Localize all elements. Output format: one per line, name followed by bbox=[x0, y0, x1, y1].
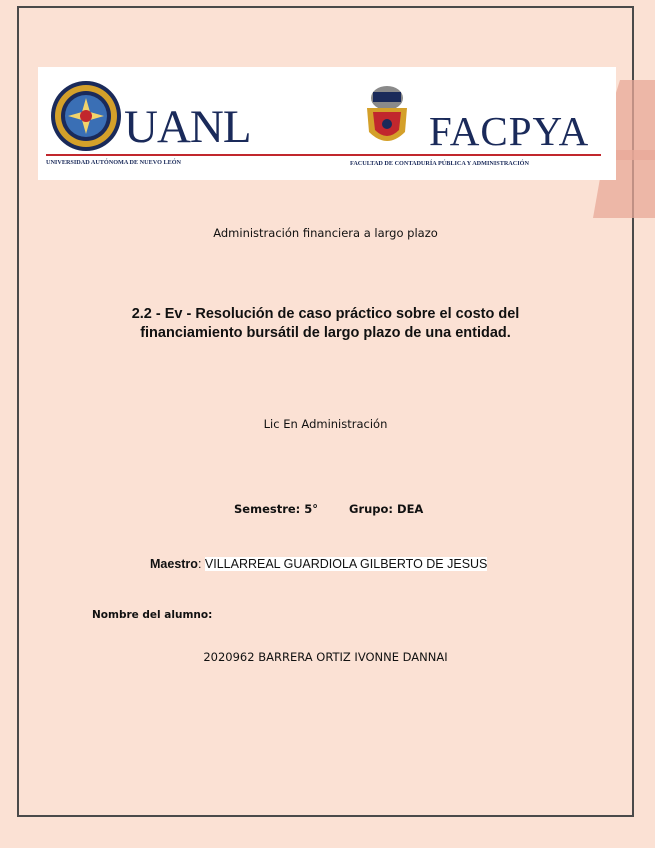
document-title bbox=[17, 305, 634, 343]
facpya-seal-logo bbox=[361, 84, 413, 150]
career-name: Lic En Administración bbox=[263, 417, 388, 431]
title-line-1: 2.2 - Ev - Resolución de caso práctico sobre el costo del bbox=[131, 306, 520, 322]
student-label: Nombre del alumno: bbox=[92, 609, 213, 621]
header-divider bbox=[46, 154, 601, 156]
teacher-label: Maestro bbox=[150, 557, 198, 571]
uanl-wordmark: UANL bbox=[124, 101, 251, 153]
uanl-subtitle: UNIVERSIDAD AUTÓNOMA DE NUEVO LEÓN bbox=[46, 159, 181, 166]
facpya-subtitle: FACULTAD DE CONTADURÍA PÚBLICA Y ADMINISTRACIÓN bbox=[350, 160, 529, 167]
student-name: 2020962 BARRERA ORTIZ IVONNE DANNAI bbox=[203, 650, 448, 664]
teacher-name: VILLARREAL GUARDIOLA GILBERTO DE JESUS bbox=[204, 557, 488, 571]
facpya-wordmark: FACPYA bbox=[429, 108, 590, 154]
group-text: Grupo: DEA bbox=[349, 502, 424, 516]
course-subject: Administración financiera a largo plazo bbox=[213, 226, 438, 240]
title-line-2: financiamiento bursátil de largo plazo de una entidad. bbox=[140, 325, 511, 341]
uanl-seal-logo bbox=[50, 80, 122, 152]
semester-text: Semestre: 5° bbox=[234, 502, 319, 516]
teacher-row bbox=[150, 557, 487, 571]
teacher-separator: : bbox=[197, 557, 205, 571]
